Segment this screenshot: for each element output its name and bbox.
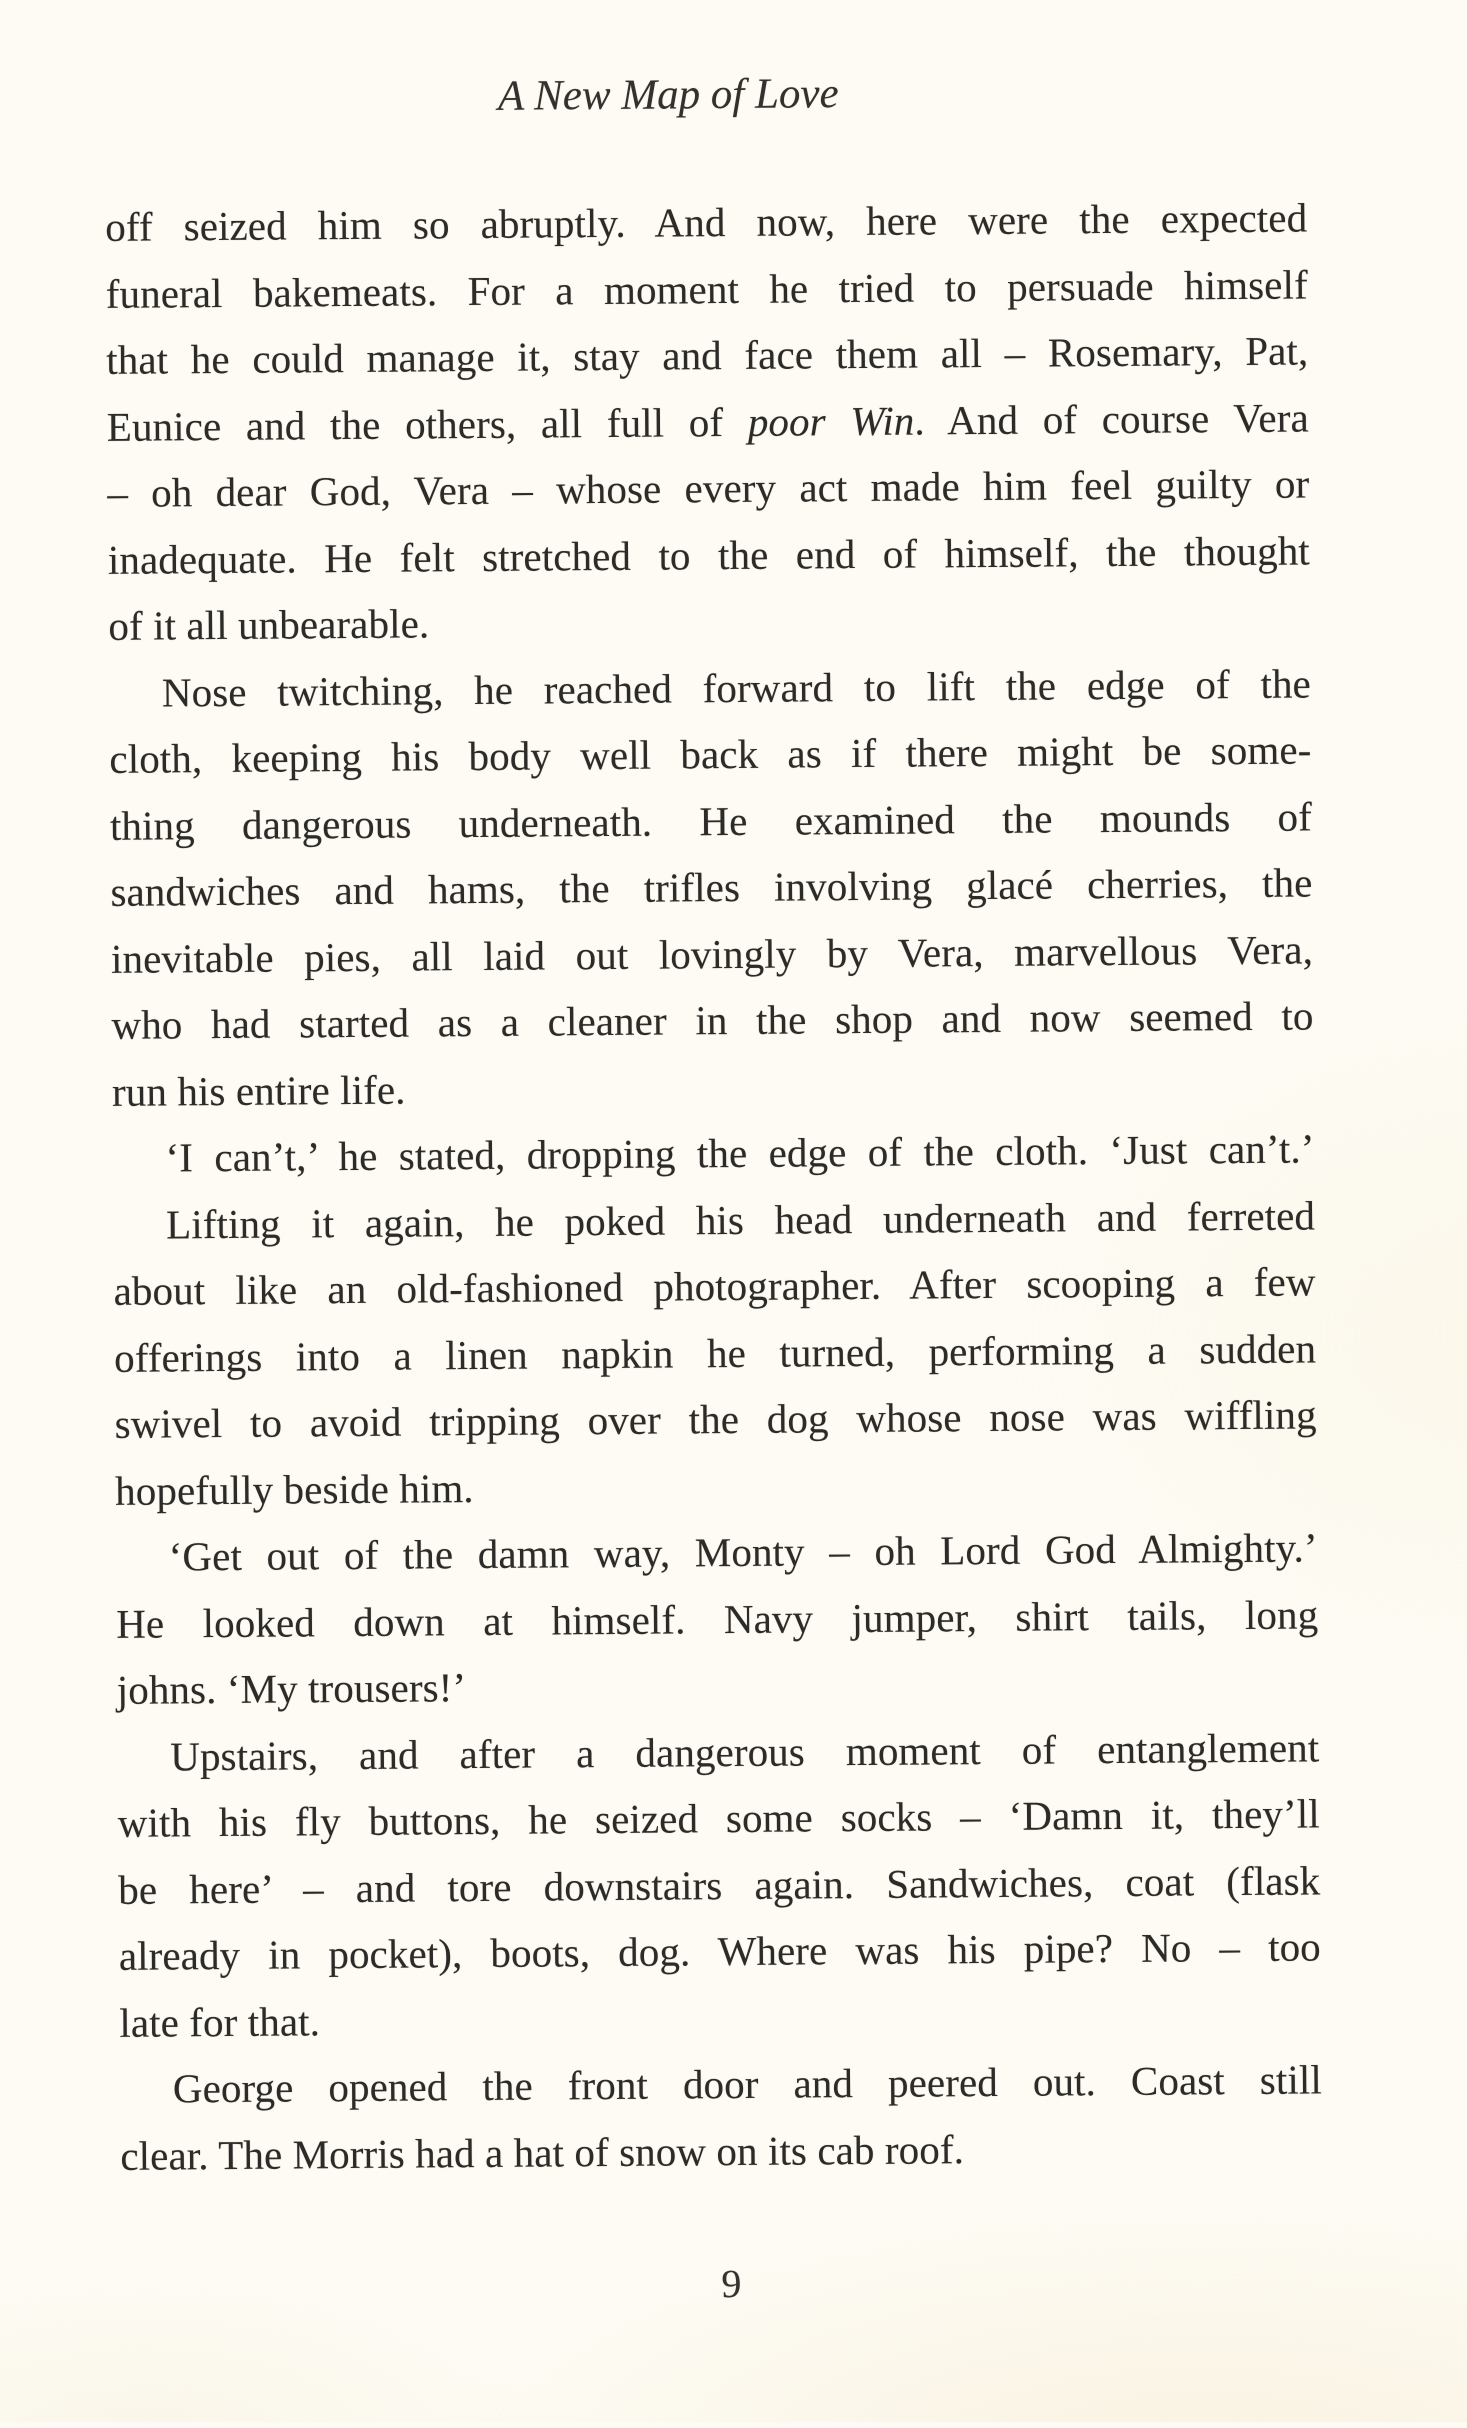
text-line: inadequate. He felt stretched to the end of himself, the thought bbox=[107, 526, 1311, 583]
text-line: with his fly buttons, he seized some socks – ‘Damn it, they’ll bbox=[117, 1790, 1320, 1846]
text-line: late for that. bbox=[119, 1997, 321, 2046]
page-number: 9 bbox=[721, 2260, 742, 2307]
text-line: He looked down at himself. Navy jumper, shirt tails, long bbox=[116, 1590, 1319, 1647]
text-line: Eunice and the others, all full of poor Win. And of course Vera bbox=[106, 393, 1309, 450]
text-line: off seized him so abruptly. And now, here were the expected bbox=[105, 194, 1308, 250]
text-line: Lifting it again, he poked his head underneath and ferreted bbox=[165, 1191, 1316, 1247]
body-text bbox=[105, 184, 1323, 2188]
text-line: cloth, keeping his body well back as if there might be some- bbox=[109, 726, 1312, 782]
text-line: swivel to avoid tripping over the dog whose nose was wiffling bbox=[114, 1391, 1317, 1447]
text-line: sandwiches and hams, the trifles involving glacé cherries, the bbox=[110, 859, 1313, 915]
text-line: offerings into a linen napkin he turned, performing a sudden bbox=[113, 1324, 1317, 1381]
text-line: johns. ‘My trousers!’ bbox=[116, 1664, 467, 1713]
running-header: A New Map of Love bbox=[497, 70, 839, 120]
text-line: – oh dear God, Vera – whose every act made him feel guilty or bbox=[107, 460, 1310, 516]
text-line: thing dangerous underneath. He examined the mounds of bbox=[109, 792, 1313, 849]
text-line: George opened the front door and peered out. Coast still bbox=[172, 2056, 1323, 2112]
text-line: run his entire life. bbox=[111, 1066, 406, 1115]
text-line: ‘I can’t,’ he stated, dropping the edge of the cloth. ‘Just can’t.’ bbox=[165, 1125, 1315, 1181]
text-line: who had started as a cleaner in the shop and now seemed to bbox=[111, 992, 1314, 1048]
text-line: Nose twitching, he reached forward to lift the edge of the bbox=[161, 659, 1312, 715]
text-line: inevitable pies, all laid out lovingly by Vera, marvellous Vera, bbox=[110, 925, 1314, 982]
text-line: that he could manage it, stay and face them all – Rosemary, Pat, bbox=[106, 327, 1309, 383]
text-line: already in pocket), boots, dog. Where was his pipe? No – too bbox=[118, 1923, 1321, 1979]
text-line: funeral bakemeats. For a moment he tried to persuade himself bbox=[105, 260, 1308, 317]
text-line: of it all unbearable. bbox=[108, 600, 430, 649]
text-line: Upstairs, and after a dangerous moment of entanglement bbox=[170, 1723, 1320, 1779]
text-line: be here’ – and tore downstairs again. Sandwiches, coat (flask bbox=[118, 1856, 1321, 1913]
italic-phrase: poor Win bbox=[747, 397, 915, 445]
text-line: hopefully beside him. bbox=[114, 1464, 474, 1514]
text-line: ‘Get out of the damn way, Monty – oh Lord God Almighty.’ bbox=[168, 1524, 1318, 1580]
text-line: clear. The Morris had a hat of snow on its cab roof. bbox=[120, 2125, 965, 2179]
text-line: about like an old-fashioned photographer. After scooping a few bbox=[113, 1258, 1316, 1314]
